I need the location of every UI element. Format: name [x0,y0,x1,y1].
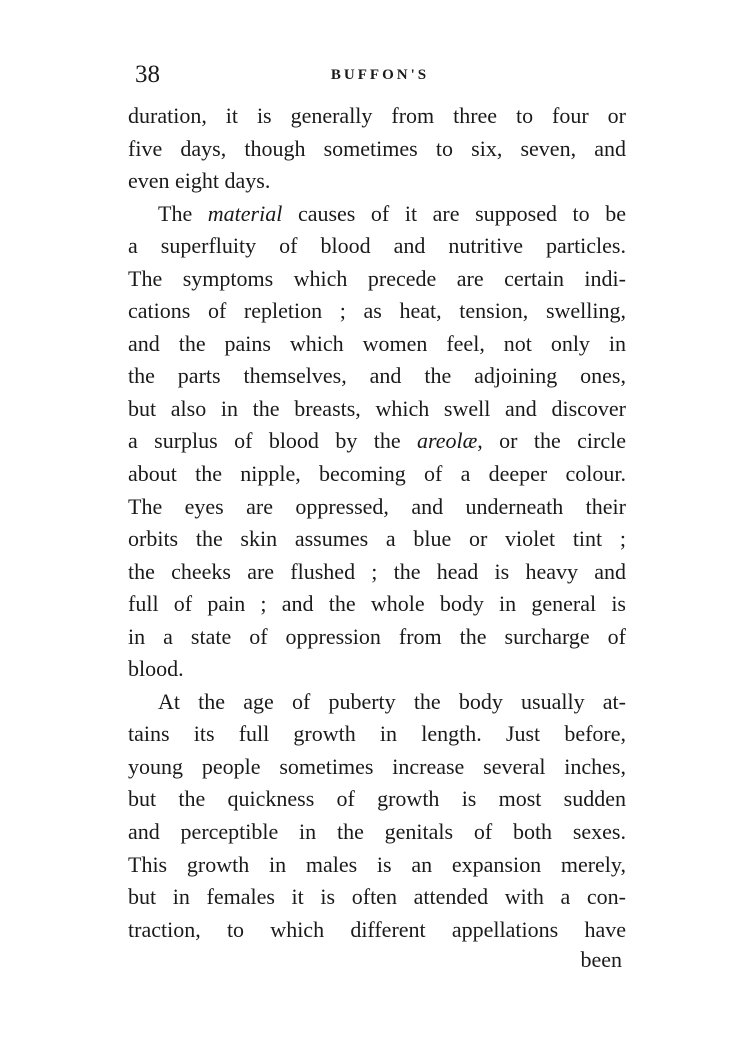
text-fragment: The [158,200,208,226]
text-fragment: causes of it are supposed to be [282,200,627,226]
running-head [135,60,625,90]
text-line: full of pain ; and the whole body in general is [128,591,626,617]
paragraph-3 [128,686,626,946]
text-line: and perceptible in the genitals of both sexes. [128,819,626,845]
text-line: five days, though sometimes to six, seven, and [128,135,626,161]
text-line: This growth in males is an expansion merely, [128,851,626,877]
text-line: even eight days. [128,168,271,194]
text-line: traction, to which different appellations have [128,916,626,942]
text-line: the parts themselves, and the adjoining ones, [128,363,626,389]
text-line [128,425,626,458]
text-line: but also in the breasts, which swell and discover [128,395,626,421]
text-line: a superfluity of blood and nutritive particles. [128,233,626,259]
body-text [128,100,626,946]
text-line: tains its full growth in length. Just before, [128,721,626,747]
text-line: cations of repletion ; as heat, tension, swelling, [128,298,626,324]
text-line: duration, it is generally from three to four or [128,103,626,128]
text-line: and the pains which women feel, not only in [128,330,626,356]
text-line: but the quickness of growth is most sudden [128,786,626,812]
text-line: blood. [128,656,184,682]
paragraph-2 [128,198,626,686]
text-line: The eyes are oppressed, and underneath their [128,493,626,519]
text-line [128,198,626,231]
text-line: in a state of oppression from the surcharge of [128,623,626,649]
running-title: BUFFON'S [330,67,430,83]
page-number: 38 [135,61,160,88]
text-line: the cheeks are flushed ; the head is heavy and [128,558,626,584]
text-line: The symptoms which precede are certain indi- [128,265,626,291]
italic-word: material [207,200,283,226]
text-line: At the age of puberty the body usually at- [158,688,626,714]
catchword: been [580,947,622,972]
paragraph-1 [128,100,626,198]
text-line: orbits the skin assumes a blue or violet tint ; [128,526,626,552]
text-line: but in females it is often attended with a con- [128,884,626,910]
italic-word: areolæ [416,428,478,454]
text-line: young people sometimes increase several inches, [128,753,626,779]
text-fragment: , or the circle [477,428,626,454]
text-line: about the nipple, becoming of a deeper colour. [128,461,626,487]
text-fragment: a surplus of blood by the [128,428,417,454]
